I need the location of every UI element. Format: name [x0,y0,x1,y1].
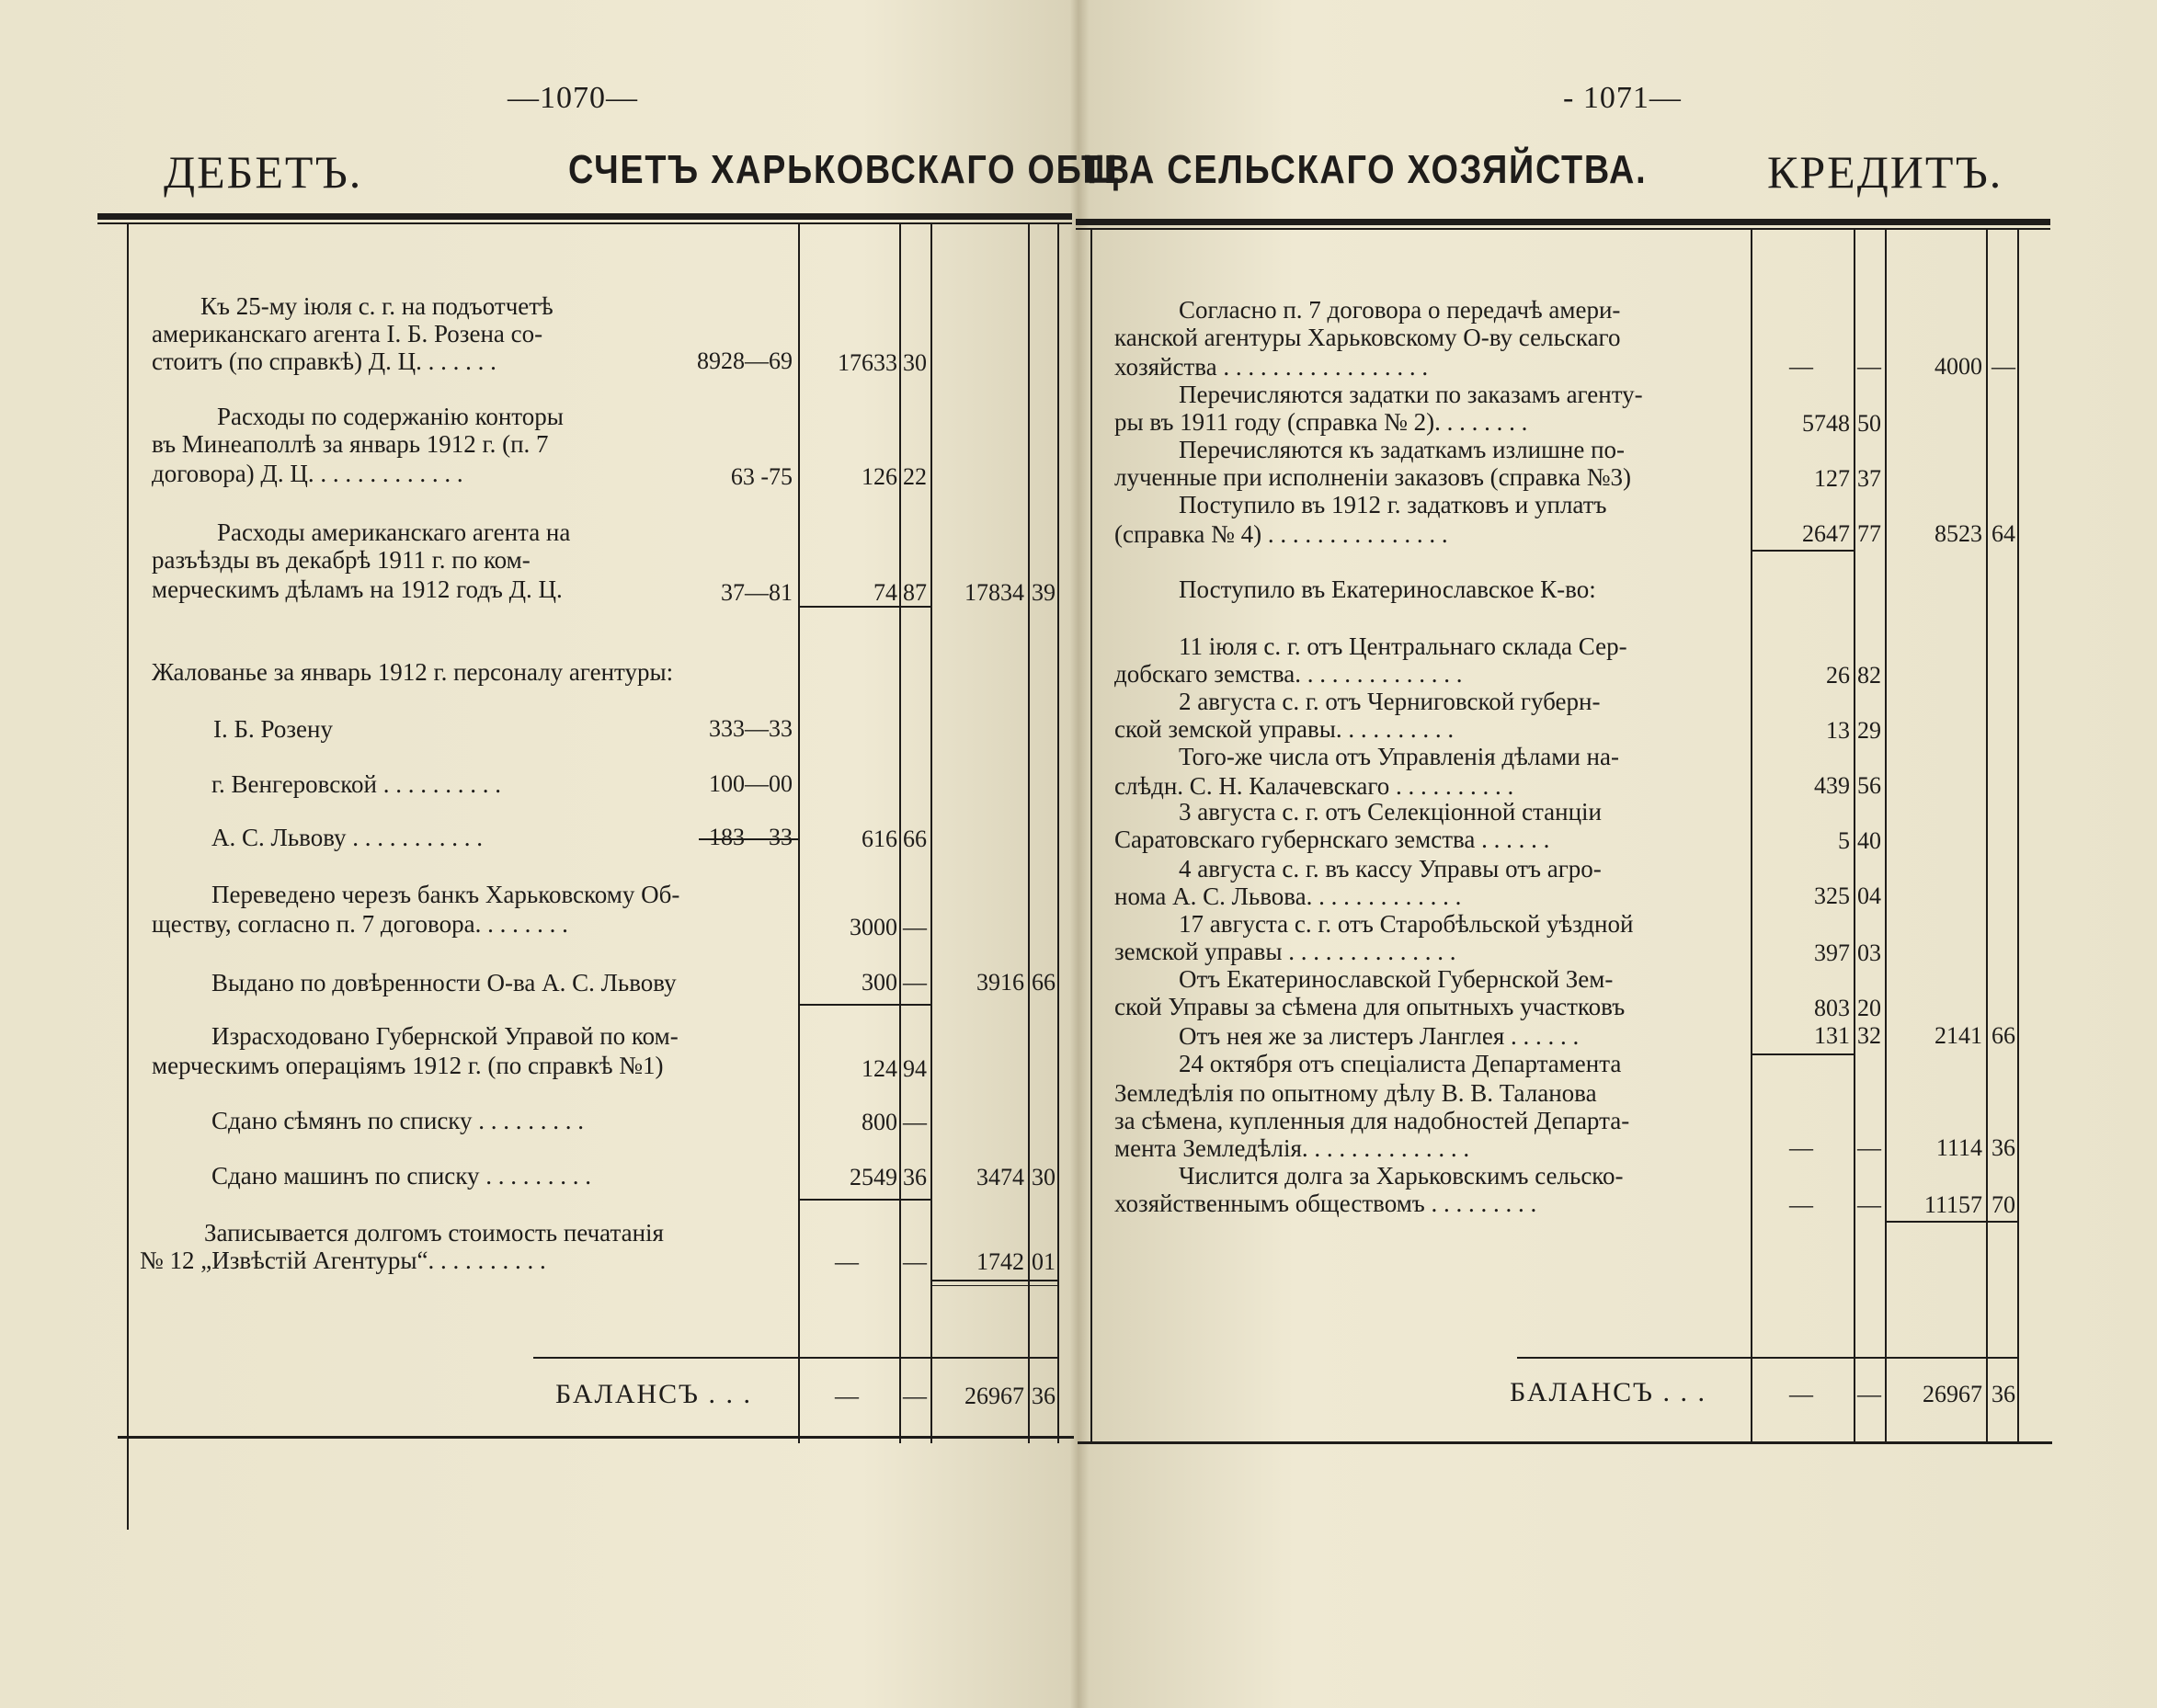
entry-line: Поступило въ 1912 г. задатковъ и уплатъ [1179,491,1607,518]
entry-line: разъѣзды въ декабрѣ 1911 г. по ком- [152,546,531,574]
entry-line: слѣдн. С. Н. Калачевскаго . . . . . . . . . . [1114,772,1514,800]
rubles: 127 [1814,465,1850,492]
kopecks: 82 [1857,662,1881,689]
page-number-right: - 1071— [1563,81,1682,115]
total-rubles: 1742 [976,1248,1024,1275]
rubles: 3000 [850,914,897,940]
right-col-divider-2 [1854,230,1855,1443]
entry-line: ской земской управы. . . . . . . . . . [1114,715,1455,743]
right-col-divider-5 [2017,230,2019,1443]
entry-line: А. С. Львову . . . . . . . . . . . [211,824,484,851]
kopecks: 32 [1857,1022,1881,1049]
entry-line: 24 октября отъ спеціалиста Департамента [1179,1050,1622,1077]
entry-line: Расходы по содержанію конторы [217,403,564,430]
entry-line: въ Минеаполлѣ за январь 1912 г. (п. 7 [152,430,549,458]
rubles: 26 [1826,662,1850,689]
left-total-rule [932,1280,1059,1281]
balance-total-rubles: 26967 [1923,1381,1982,1407]
kopecks: 87 [903,579,927,606]
right-col-divider-1 [1751,230,1752,1443]
entry-line: хозяйства . . . . . . . . . . . . . . . . . [1114,353,1429,381]
entry-line: Переведено черезъ банкъ Харьковскому Об- [211,881,680,908]
rubles: 2549 [850,1164,897,1190]
entry-line: мента Земледѣлія. . . . . . . . . . . . . . [1114,1134,1470,1162]
right-border [1090,230,1092,1443]
entry-line: № 12 „Извѣстій Агентуры“. . . . . . . . . . [140,1247,546,1274]
rubles: 439 [1814,772,1850,799]
balance-rubles: — [1789,1381,1813,1407]
entry-line: договора) Д. Ц. . . . . . . . . . . . . [152,460,463,487]
entry-line: стоитъ (по справкѣ) Д. Ц. . . . . . . [152,347,496,375]
kopecks: 04 [1857,882,1881,909]
entry-line: Записывается долгомъ стоимость печатанія [204,1219,664,1247]
page-number-left: —1070— [508,81,638,115]
left-balance-rule [533,1357,1059,1359]
total-kopecks: 66 [1032,969,1056,996]
kopecks: 22 [903,463,927,490]
entry-line: 11 іюля с. г. отъ Центральнаго склада Сер- [1179,632,1627,660]
credit-heading: КРЕДИТЪ. [1767,146,2003,198]
total-kopecks: 66 [1992,1022,2015,1049]
balance-total-kopecks: 36 [1992,1381,2015,1407]
kopecks: 20 [1857,995,1881,1021]
entry-line: американскаго агента І. Б. Розена со- [152,320,543,347]
balance-total-kopecks: 36 [1032,1383,1056,1409]
left-subtotal-rule [800,1199,932,1201]
rubles: 803 [1814,995,1850,1021]
entry-line: Отъ Екатеринославской Губернской Зем- [1179,965,1614,993]
total-rubles: 2141 [1934,1022,1982,1049]
right-balance-rule [1517,1357,2019,1359]
rubles: 17633 [838,349,897,376]
rubles: 5748 [1802,410,1850,437]
entry-line: Израсходовано Губернской Управой по ком- [211,1022,679,1050]
title-right-half: ТВА СЕЛЬСКАГО ХОЗЯЙСТВА. [1081,147,1648,192]
kopecks: 37 [1857,465,1881,492]
right-col-divider-3 [1885,230,1887,1443]
bleed-through-text [156,101,165,144]
entry-line: земской управы . . . . . . . . . . . . . . [1114,938,1456,965]
entry-line: мерческимъ дѣламъ на 1912 годъ Д. Ц. [152,575,563,603]
total-kopecks: — [1992,353,2015,380]
total-rubles: 4000 [1934,353,1982,380]
entry-line: Согласно п. 7 договора о передачѣ амери- [1179,296,1621,324]
balance-rubles: — [835,1383,859,1409]
total-rubles: 1114 [1935,1134,1982,1161]
kopecks: — [903,1109,927,1135]
kopecks: — [903,914,927,940]
entry-line: 17 августа с. г. отъ Старобѣльской уѣздной [1179,910,1634,938]
debit-heading: ДЕБЕТЪ. [164,146,363,198]
entry-line: нома А. С. Львова. . . . . . . . . . . . . [1114,882,1462,910]
entry-line: Того-же числа отъ Управленія дѣлами на- [1179,743,1619,770]
rubles: 124 [862,1055,897,1082]
entry-line: за сѣмена, купленныя для надобностей Департа- [1114,1107,1630,1134]
entry-line: Отъ нея же за листеръ Ланглея . . . . . . [1179,1022,1580,1050]
entry-line: 2 августа с. г. отъ Черниговской губерн- [1179,688,1601,715]
entry-line: (справка № 4) . . . . . . . . . . . . . . . [1114,520,1448,548]
header-rule-left-thin [97,222,1072,224]
balance-total-rubles: 26967 [964,1383,1024,1409]
entry-line: Поступило въ Екатеринославское К-во: [1179,575,1596,603]
footer-rule-right [1078,1441,2052,1444]
left-subtotal-rule [800,1004,932,1006]
kopecks: 29 [1857,717,1881,744]
left-border [127,224,129,1530]
entry-line: Сдано машинъ по списку . . . . . . . . . [211,1162,592,1190]
kopecks: 94 [903,1055,927,1082]
balance-label-left: БАЛАНСЪ . . . [555,1379,752,1409]
total-rubles: 8523 [1934,520,1982,547]
title-left-half: СЧЕТЪ ХАРЬКОВСКАГО ОБЩ [568,147,1120,192]
entry-line: хозяйственнымъ обществомъ . . . . . . . . . [1114,1190,1537,1217]
inner-amount: 8928—69 [697,347,793,374]
entry-line: Выдано по довѣренности О-ва А. С. Львову [211,969,677,996]
rubles: — [1789,1191,1813,1218]
kopecks: 03 [1857,939,1881,966]
right-subtotal-rule [1752,550,1855,552]
inner-amount: 100—00 [709,770,793,797]
rubles: — [835,1248,859,1275]
entry-line: І. Б. Розену [213,715,333,743]
kopecks: 56 [1857,772,1881,799]
rubles: 2647 [1802,520,1850,547]
header-rule-right [1076,219,2050,225]
rubles: 325 [1814,882,1850,909]
kopecks: 77 [1857,520,1881,547]
header-rule-left [97,213,1072,220]
total-rubles: 3916 [976,969,1024,996]
total-rubles: 11157 [1923,1191,1982,1218]
entry-line: Числится долга за Харьковскимъ сельско- [1179,1162,1624,1190]
entry-line: Расходы американскаго агента на [217,518,571,546]
entry-line: мерческимъ операціямъ 1912 г. (по справкѣ №1) [152,1052,664,1079]
entry-line: 4 августа с. г. въ кассу Управы отъ агро- [1179,855,1602,882]
rubles: 126 [862,463,897,490]
inner-amount: 183—33 [709,824,793,850]
kopecks: — [1857,1191,1881,1218]
rubles: 300 [862,969,897,996]
balance-label-right: БАЛАНСЪ . . . [1510,1377,1706,1407]
entry-line: ры въ 1911 году (справка № 2). . . . . . . . [1114,408,1528,436]
header-rule-right-thin [1076,228,2050,230]
inner-amount: 63 -75 [730,463,793,490]
kopecks: — [1857,1134,1881,1161]
rubles: — [1789,353,1813,380]
entry-line: 3 августа с. г. отъ Селекціонной станціи [1179,798,1602,826]
entry-line: Къ 25-му іюля с. г. на подъотчетѣ [200,292,554,320]
rubles: 616 [862,826,897,852]
rubles: — [1789,1134,1813,1161]
entry-line: лученные при исполненіи заказовъ (справка №3) [1114,463,1632,491]
entry-line: г. Венгеровской . . . . . . . . . . [211,770,501,798]
entry-line: Сдано сѣмянъ по списку . . . . . . . . . [211,1107,585,1134]
total-kopecks: 36 [1992,1134,2015,1161]
entry-line: ществу, согласно п. 7 договора. . . . . . . . [152,910,568,938]
entry-line: Перечисляются задатки по заказамъ агенту- [1179,381,1643,408]
left-col-divider-5 [1057,224,1059,1443]
total-kopecks: 64 [1992,520,2015,547]
kopecks: — [1857,353,1881,380]
kopecks: — [903,969,927,996]
total-kopecks: 39 [1032,579,1056,606]
balance-kopecks: — [1857,1381,1881,1407]
kopecks: 40 [1857,827,1881,854]
inner-amount: 333—33 [709,715,793,742]
total-kopecks: 30 [1032,1164,1056,1190]
entry-line: Земледѣлія по опытному дѣлу В. В. Таланова [1114,1079,1597,1107]
balance-kopecks: — [903,1383,927,1409]
total-rubles: 3474 [976,1164,1024,1190]
rubles: 397 [1814,939,1850,966]
entry-line: канской агентуры Харьковскому О-ву сельскаго [1114,324,1621,351]
total-kopecks: 70 [1992,1191,2015,1218]
total-rubles: 17834 [964,579,1024,606]
left-col-divider-2 [899,224,901,1443]
kopecks: — [903,1248,927,1275]
entry-line: Перечисляются къ задаткамъ излишне по- [1179,436,1626,463]
kopecks: 50 [1857,410,1881,437]
rubles: 74 [873,579,897,606]
rubles: 800 [862,1109,897,1135]
kopecks: 36 [903,1164,927,1190]
left-total-rule [932,1285,1059,1286]
entry-line: Жалованье за январь 1912 г. персоналу агентуры: [152,658,674,686]
right-subtotal-rule [1752,1053,1855,1055]
left-col-divider-3 [930,224,932,1443]
entry-line: Саратовскаго губернскаго земства . . . . . . [1114,826,1550,853]
right-total-rule [1887,1221,2019,1223]
entry-line: ской Управы за сѣмена для опытныхъ участковъ [1114,993,1626,1020]
rubles: 13 [1826,717,1850,744]
inner-amount: 37—81 [721,579,793,606]
rubles: 5 [1838,827,1850,854]
entry-line: добскаго земства. . . . . . . . . . . . . . [1114,660,1463,688]
total-kopecks: 01 [1032,1248,1056,1275]
kopecks: 66 [903,826,927,852]
rubles: 131 [1814,1022,1850,1049]
left-col-divider-1 [798,224,800,1443]
right-col-divider-4 [1986,230,1988,1443]
kopecks: 30 [903,349,927,376]
left-col-divider-4 [1028,224,1030,1443]
